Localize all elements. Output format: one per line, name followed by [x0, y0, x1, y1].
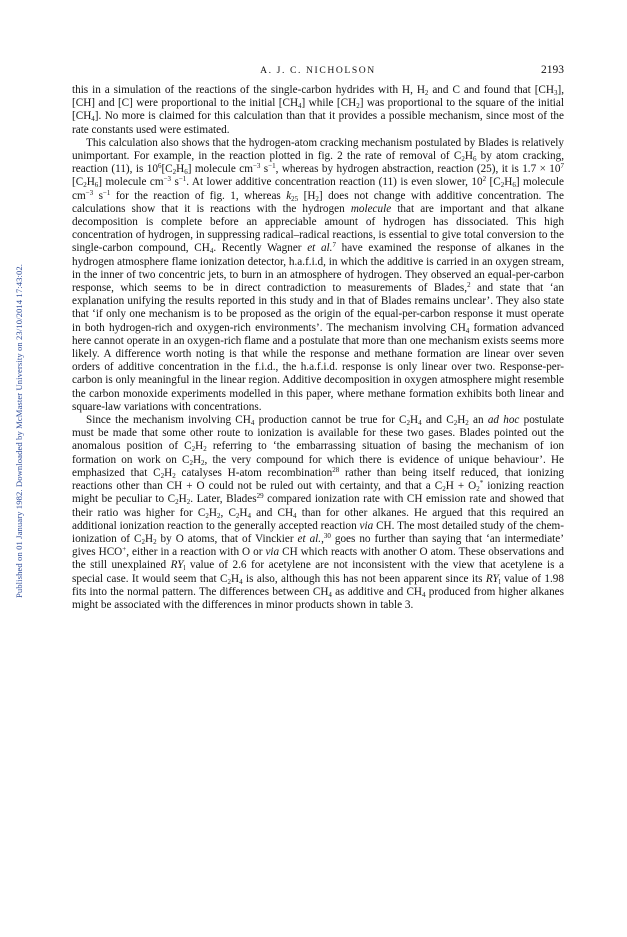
- paragraph: This calculation also shows that the hydrogen-atom cracking mechanism postulated by Blades is relatively unimportant. For example, in the reaction plotted in fig. 2 the rate of removal of $C_2H_6$ by atom cracking, reaction (11), is $10^6[C_2H_6]$ molecule $cm^{-3}$ $s^{-1}$, whereas by hydrogen abstraction, reaction (25), it is $1.7 \times 10^7$ $[C_2H_6]$ molecule $cm^{-3}$ $s^{-1}$. At lower additive concentration reaction (11) is even slower, $10^2$ $[C_2H_6]$ molecule $cm^{-3}$ $s^{-1}$ for the reaction of fig. 1, whereas $k_{25}$ $[H_2]$ does not change with additive concentration. The calculations show that it is reactions with the hydrogen molecule that are important and that alkane decomposition is complete before an appreciable amount of hydrogen has dissociated. This high concentration of hydrogen, in suppressing radical–radical reactions, is essential to give total conversion to the single-carbon compound, $CH_4$. Recently Wagner et al.$^7$ have examined the response of alkanes in the hydrogen atmosphere flame ionization detector, h.a.f.i.d, in which the additive is carried in an oxygen stream, in the inner of two concentric jets, to burn in an atmosphere of hydrogen. They observed an equal-per-carbon response, which seems to be in direct contradiction to measurements of Blades,$^2$ and state that ‘an explanation unifying the results reported in this study and in that of Blades remains unclear’. They also state that ‘if only one mechanism is to be proposed as the origin of the equal-per-carbon response it must operate in both hydrogen-rich and oxygen-rich environments’. The mechanism involving $CH_4$ formation advanced here cannot operate in an oxygen-rich flame and a postulate that more than one mechanism exists seems more likely. A difference worth noting is that while the response and methane formation are linear over seven orders of additive concentration in the f.i.d., the h.a.f.i.d. response is only linear over two. Response-per-carbon is only meaningful in the linear region. Additive decomposition in oxygen atmosphere might resemble the carbon monoxide experiments modelled in this paper, where methane formation exhibits both linear and square-law variations with concentrations.: [72, 136, 565, 413]
- paragraph: Since the mechanism involving $CH_4$ production cannot be true for $C_2H_4$ and $C_2H_2$ an ad hoc postulate must be made that some other route to ionization is available for these two gases. Blades pointed out the anomalous position of $C_2H_2$ referring to ‘the embarrassing situation of basing the mechanism of ion formation on work on $C_2H_2$, the very compound for which there is evidence of unique behaviour’. He emphasized that $C_2H_2$ catalyses H-atom recombination$^{28}$ rather than being itself reduced, that ionizing reactions other than CH + O could not be ruled out with certainty, and that a $C_2H + O_2^*$ ionizing reaction might be peculiar to $C_2H_2$. Later, Blades$^{29}$ compared ionization rate with CH emission rate and showed that their ratio was higher for $C_2H_2$, $C_2H_4$ and $CH_4$ than for other alkanes. He argued that this required an additional ionization reaction to the generally accepted reaction via CH. The most detailed study of the chem-ionization of $C_2H_2$ by O atoms, that of Vinckier et al.,$^{30}$ goes no further than saying that ‘an intermediate’ gives HCO+, either in a reaction with O or via CH which reacts with another O atom. These observations and the still unexplained $RY_l$ value of 2.6 for acetylene are not inconsistent with the view that acetylene is a special case. It would seem that $C_2H_4$ is also, although this has not been apparent since its $RY_l$ value of 1.98 fits into the normal pattern. The differences between $CH_4$ as additive and $CH_4$ produced from higher alkanes might be associated with the differences in minor products shown in table 3.: [72, 414, 565, 611]
- paragraph: this in a simulation of the reactions of the single-carbon hydrides with H, $H_2$ and C and found that $[CH_3]$, [CH] and [C] were proportional to the initial $[CH_4]$ while $[CH_2]$ was proportional to the square of the initial $[CH_4]$. No more is claimed for this calculation than that it provides a possible mechanism, since most of the rate constants used were estimated.: [72, 84, 564, 136]
- page-header: [72, 64, 564, 80]
- download-notice[interactable]: Published on 01 January 1982. Downloaded by McMaster University on 23/10/2014 17:43:02.: [14, 263, 24, 598]
- page-number: 2193: [541, 64, 564, 76]
- article-body: [72, 84, 564, 612]
- running-title: A. J. C. NICHOLSON: [260, 65, 376, 76]
- download-notice-strip: [0, 0, 30, 937]
